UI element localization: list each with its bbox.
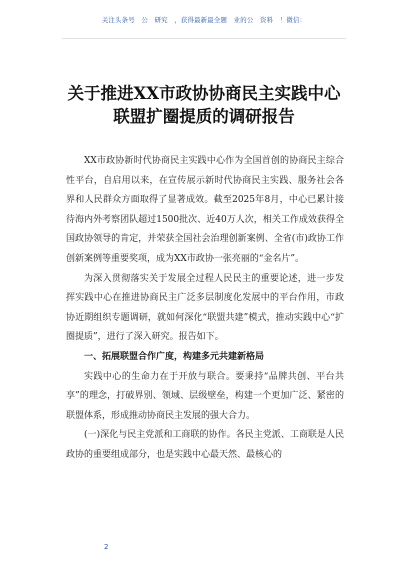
page-number: 2 [104,543,109,551]
header-divider [62,38,346,39]
body-paragraph: (一)深化与民主党派和工商联的协作。各民主党派、工商联是人民政协的重要组成部分，也是实践中心最天然、最核心的 [66,430,344,460]
section-heading: 一、拓展联盟合作广度，构建多元共建新格局 [84,351,265,362]
header-banner-text: 关注头条号 公 研究 ，获得最新最全题 业的公 资料 ！微信： [101,15,307,24]
document-body [66,152,344,466]
header-banner [0,0,408,38]
body-paragraph: 为深入贯彻落实关于发展全过程人民民主的重要论述，进一步发挥实践中心在推进协商民主广泛多层制度化发展中的平台作用，市政协近期组织专题调研，就如何深化“联盟共建”模式，推动实践中心“扩圈提质”，进行了深入研究。报告如下。 [66,273,344,343]
document-title [0,82,408,128]
document-title-line-2: 联盟扩圈提质的调研报告 [113,107,295,126]
body-paragraph: 实践中心的生命力在于开放与联合。要秉持“品牌共创、平台共享”的理念，打破界别、领域、层级壁垒，构建一个更加广泛、紧密的联盟体系，形成推动协商民主发展的强大合力。 [66,371,344,421]
body-paragraph: XX市政协新时代协商民主实践中心作为全国首创的协商民主综合性平台，自启用以来，在宣传展示新时代协商民主实践、服务社会各界和人民群众方面取得了显著成效。截至2025年8月，中心已累计接待海内外考察团队超过1500批次、近40万人次，相关工作成效获得全国政协领导的肯定，并荣获全国社会治理创新案例、全省(市)政协工作创新案例等重要奖项，成为XX市政协一张亮丽的“金名片”。 [66,156,344,264]
document-title-line-1: 关于推进XX市政协协商民主实践中心 [67,84,341,103]
